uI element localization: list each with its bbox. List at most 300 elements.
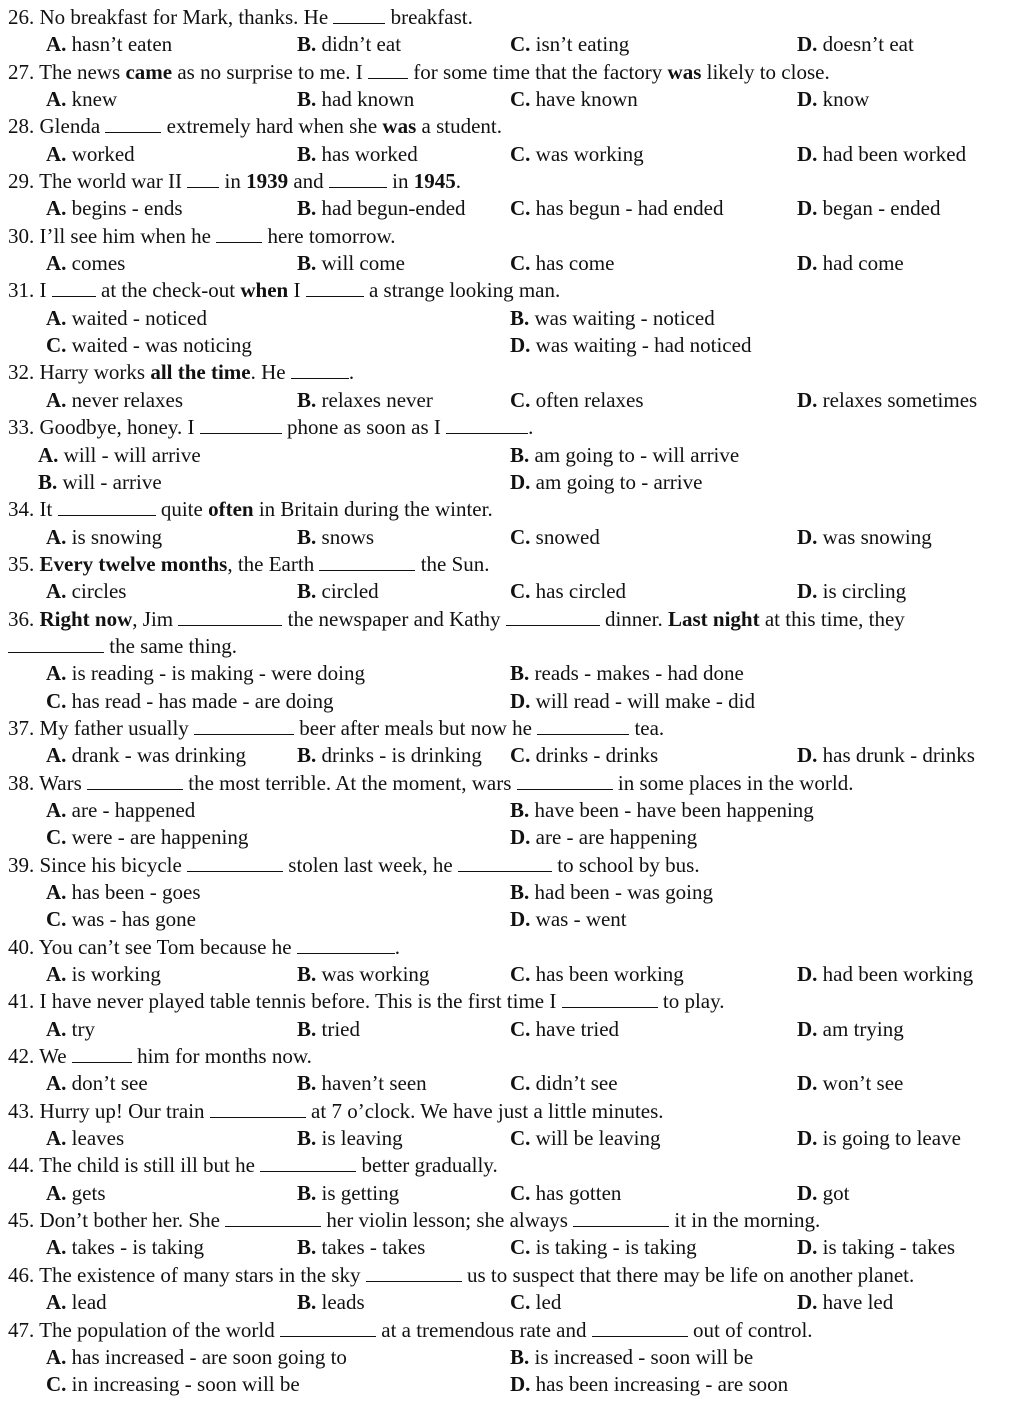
option-letter: C. — [510, 962, 531, 987]
option-text: am going to - arrive — [530, 469, 703, 494]
option-letter: A. — [46, 32, 67, 57]
answer-blank — [368, 60, 408, 79]
question-45 — [0, 1207, 1024, 1262]
stem-text: the newspaper and Kathy — [282, 606, 506, 631]
question-31 — [0, 277, 1024, 359]
option-letter: C. — [510, 387, 531, 412]
stem-text: to school by bus. — [552, 852, 700, 877]
stem-text: The population of the world — [39, 1317, 280, 1342]
option-text: had been working — [817, 962, 974, 987]
stem-text: dinner. — [599, 606, 668, 631]
emphasis-text: 1939 — [246, 169, 289, 194]
question-number: 29. — [8, 169, 40, 194]
question-stem — [0, 1262, 1024, 1289]
option-b — [297, 1289, 365, 1316]
stem-text: in — [386, 169, 414, 194]
stem-text: Goodbye, honey. I — [39, 415, 200, 440]
option-a — [46, 250, 125, 277]
stem-text: at a tremendous rate and — [376, 1317, 592, 1342]
option-letter: C. — [510, 1016, 531, 1041]
option-letter: D. — [510, 469, 531, 494]
question-number: 47. — [8, 1317, 40, 1342]
option-a — [46, 1344, 347, 1371]
option-b — [297, 31, 401, 58]
stem-text: the same thing. — [104, 633, 237, 658]
option-letter: C. — [510, 1290, 531, 1315]
stem-text: at this time, they — [759, 606, 905, 631]
option-letter: B. — [510, 661, 530, 686]
option-letter: A. — [46, 87, 67, 112]
option-row — [0, 86, 1024, 113]
option-a — [46, 1070, 148, 1097]
option-row — [0, 1289, 1024, 1316]
stem-text: , the Earth — [227, 551, 320, 576]
option-text: is taking - is taking — [530, 1235, 697, 1260]
option-text: takes - is taking — [66, 1235, 205, 1260]
answer-blank — [194, 716, 294, 735]
question-stem — [0, 715, 1024, 742]
option-b — [510, 1344, 753, 1371]
option-row — [0, 1371, 1024, 1398]
option-d — [797, 1070, 903, 1097]
option-text: in increasing - soon will be — [66, 1372, 300, 1397]
option-c — [510, 250, 614, 277]
question-number: 28. — [8, 114, 40, 139]
question-number: 39. — [8, 852, 40, 877]
answer-blank — [517, 771, 613, 790]
option-text: has circled — [530, 579, 627, 604]
emphasis-text: Every twelve months — [39, 551, 228, 576]
option-d — [510, 332, 751, 359]
option-text: have been - have been happening — [529, 797, 814, 822]
question-stem — [0, 223, 1024, 250]
question-number: 32. — [8, 360, 40, 385]
stem-text: . — [394, 934, 401, 959]
option-letter: C. — [510, 87, 531, 112]
option-letter: C. — [510, 251, 531, 276]
question-stem — [0, 414, 1024, 441]
option-c — [510, 961, 684, 988]
option-letter: A. — [46, 661, 67, 686]
question-number: 35. — [8, 551, 40, 576]
option-text: am going to - will arrive — [529, 442, 740, 467]
option-row — [0, 469, 1024, 496]
option-text: will be leaving — [530, 1126, 661, 1151]
question-stem — [0, 168, 1024, 195]
option-letter: A. — [46, 797, 67, 822]
question-stem — [0, 359, 1024, 386]
option-a — [46, 305, 207, 332]
option-letter: A. — [46, 387, 67, 412]
emphasis-text: all the time — [150, 360, 251, 385]
answer-blank — [178, 607, 282, 626]
option-c — [510, 524, 600, 551]
option-text: knew — [66, 87, 118, 112]
option-b — [510, 442, 739, 469]
option-c — [46, 906, 196, 933]
option-letter: D. — [797, 32, 818, 57]
option-letter: B. — [297, 524, 317, 549]
option-text: haven’t seen — [316, 1071, 427, 1096]
option-row — [0, 524, 1024, 551]
option-letter: A. — [38, 442, 59, 467]
question-stem — [0, 113, 1024, 140]
stem-text: it in the morning. — [669, 1208, 821, 1233]
option-a — [46, 31, 172, 58]
stem-text: for some time that the factory — [408, 59, 668, 84]
question-number: 33. — [8, 415, 40, 440]
option-b — [510, 660, 744, 687]
stem-text: The news — [39, 59, 126, 84]
question-stem — [0, 606, 1024, 633]
option-text: leads — [316, 1290, 365, 1315]
option-letter: D. — [797, 141, 818, 166]
option-text: had known — [316, 87, 415, 112]
option-d — [797, 31, 914, 58]
option-row — [0, 879, 1024, 906]
stem-text: here tomorrow. — [262, 223, 396, 248]
option-row — [0, 906, 1024, 933]
option-text: was waiting - had noticed — [530, 333, 752, 358]
question-42 — [0, 1043, 1024, 1098]
option-row — [0, 742, 1024, 769]
stem-text: We — [39, 1044, 72, 1069]
option-letter: A. — [46, 1016, 67, 1041]
answer-blank — [8, 634, 104, 653]
emphasis-text: often — [208, 497, 254, 522]
option-d — [797, 961, 973, 988]
option-letter: B. — [297, 743, 317, 768]
option-letter: C. — [46, 688, 67, 713]
stem-text: , Jim — [132, 606, 179, 631]
option-letter: D. — [797, 87, 818, 112]
option-d — [510, 469, 702, 496]
question-33 — [0, 414, 1024, 496]
option-text: didn’t eat — [316, 32, 402, 57]
question-stem — [0, 59, 1024, 86]
option-row — [0, 387, 1024, 414]
option-text: are - happened — [66, 797, 196, 822]
option-a — [38, 442, 201, 469]
option-b — [297, 141, 418, 168]
option-text: was - went — [530, 907, 627, 932]
option-b — [297, 387, 433, 414]
answer-blank — [306, 278, 364, 297]
stem-text: in some places in the world. — [612, 770, 854, 795]
option-text: hasn’t eaten — [66, 32, 173, 57]
option-text: led — [530, 1290, 562, 1315]
question-47 — [0, 1317, 1024, 1399]
option-b — [297, 1180, 399, 1207]
question-number: 38. — [8, 770, 40, 795]
stem-text: Harry works — [39, 360, 151, 385]
option-text: takes - takes — [316, 1235, 426, 1260]
option-row — [0, 305, 1024, 332]
stem-text: us to suspect that there may be life on another planet. — [461, 1262, 915, 1287]
option-d — [510, 688, 755, 715]
stem-text: and — [288, 169, 329, 194]
option-letter: D. — [797, 1126, 818, 1151]
option-text: snows — [316, 524, 375, 549]
question-number: 26. — [8, 5, 40, 29]
stem-text: I — [39, 278, 52, 303]
option-c — [510, 1125, 660, 1152]
option-c — [510, 1180, 621, 1207]
option-row — [0, 195, 1024, 222]
option-letter: C. — [46, 333, 67, 358]
option-c — [510, 1070, 618, 1097]
stem-text: The child is still ill but he — [39, 1153, 261, 1178]
option-b — [510, 305, 715, 332]
question-26 — [0, 4, 1024, 59]
option-row — [0, 1125, 1024, 1152]
question-stem — [0, 852, 1024, 879]
answer-blank — [506, 607, 600, 626]
stem-text: . — [528, 415, 534, 440]
option-text: waited - noticed — [66, 305, 207, 330]
option-text: will read - will make - did — [530, 688, 755, 713]
option-letter: B. — [297, 32, 317, 57]
option-letter: B. — [510, 305, 530, 330]
option-letter: A. — [46, 579, 67, 604]
question-number: 30. — [8, 223, 40, 248]
option-text: was waiting - noticed — [529, 305, 715, 330]
option-c — [46, 824, 248, 851]
option-text: had been worked — [817, 141, 967, 166]
option-letter: C. — [510, 1235, 531, 1260]
option-d — [510, 824, 697, 851]
question-stem — [0, 1207, 1024, 1234]
option-letter: A. — [46, 1344, 67, 1369]
stem-text: in Britain during the winter. — [253, 497, 493, 522]
option-b — [297, 86, 414, 113]
option-text: got — [817, 1180, 850, 1205]
option-b — [297, 1016, 360, 1043]
option-text: has come — [530, 251, 615, 276]
option-letter: B. — [297, 1180, 317, 1205]
option-a — [46, 1234, 204, 1261]
answer-blank — [200, 415, 282, 434]
answer-blank — [260, 1153, 356, 1172]
option-text: has gotten — [530, 1180, 622, 1205]
option-text: had come — [817, 251, 904, 276]
stem-text: likely to close. — [701, 59, 830, 84]
option-a — [46, 961, 161, 988]
option-text: leaves — [66, 1126, 125, 1151]
stem-text: her violin lesson; she always — [321, 1208, 574, 1233]
option-letter: C. — [46, 907, 67, 932]
answer-blank — [72, 1044, 132, 1063]
answer-blank — [105, 114, 161, 133]
answer-blank — [225, 1208, 321, 1227]
stem-text: a strange looking man. — [363, 278, 561, 303]
stem-text: extremely hard when she — [161, 114, 383, 139]
question-number: 31. — [8, 278, 40, 303]
question-stem — [0, 988, 1024, 1015]
option-letter: A. — [46, 1126, 67, 1151]
option-letter: B. — [510, 797, 530, 822]
option-text: is leaving — [316, 1126, 403, 1151]
option-text: were - are happening — [66, 825, 249, 850]
option-text: lead — [66, 1290, 107, 1315]
stem-text: breakfast. — [385, 5, 473, 29]
option-letter: B. — [510, 880, 530, 904]
option-d — [797, 195, 940, 222]
option-text: had begun-ended — [316, 196, 466, 221]
option-a — [46, 742, 246, 769]
option-row — [0, 660, 1024, 687]
option-text: begins - ends — [66, 196, 183, 221]
option-letter: D. — [797, 1071, 818, 1096]
option-text: is getting — [316, 1180, 400, 1205]
option-letter: B. — [297, 1016, 317, 1041]
option-letter: C. — [510, 1126, 531, 1151]
option-letter: B. — [38, 469, 58, 494]
option-letter: C. — [46, 825, 67, 850]
option-row — [0, 1180, 1024, 1207]
option-b — [510, 879, 713, 906]
option-text: don’t see — [66, 1071, 148, 1096]
option-row — [0, 31, 1024, 58]
option-letter: C. — [510, 32, 531, 57]
option-letter: D. — [797, 579, 818, 604]
stem-text: phone as soon as I — [281, 415, 447, 440]
option-text: are - are happening — [530, 825, 698, 850]
option-a — [46, 1125, 124, 1152]
answer-blank — [537, 716, 629, 735]
option-a — [46, 1180, 106, 1207]
option-row — [0, 1070, 1024, 1097]
question-stem — [0, 551, 1024, 578]
option-letter: A. — [46, 1180, 67, 1205]
question-36 — [0, 606, 1024, 715]
stem-text: tea. — [629, 715, 665, 740]
option-a — [46, 578, 126, 605]
answer-blank — [291, 360, 349, 379]
option-text: will come — [316, 251, 405, 276]
option-row — [0, 688, 1024, 715]
option-b — [297, 742, 482, 769]
question-37 — [0, 715, 1024, 770]
option-letter: B. — [297, 1126, 317, 1151]
question-number: 40. — [8, 934, 39, 959]
option-b — [297, 1234, 425, 1261]
option-text: isn’t eating — [530, 32, 630, 57]
question-41 — [0, 988, 1024, 1043]
option-text: is snowing — [66, 524, 163, 549]
question-number: 44. — [8, 1153, 40, 1178]
emphasis-text: 1945 — [413, 169, 456, 194]
option-a — [46, 524, 162, 551]
option-letter: A. — [46, 1071, 67, 1096]
option-text: tried — [316, 1016, 360, 1041]
option-text: doesn’t eat — [817, 32, 914, 57]
emphasis-text: was — [667, 59, 702, 84]
option-c — [46, 688, 333, 715]
answer-blank — [573, 1208, 669, 1227]
answer-blank — [592, 1318, 688, 1337]
option-text: have known — [530, 87, 638, 112]
stem-text: as no surprise to me. I — [172, 59, 369, 84]
option-letter: C. — [510, 1071, 531, 1096]
stem-text: the Sun. — [415, 551, 490, 576]
emphasis-text: Last night — [667, 606, 760, 631]
emphasis-text: came — [125, 59, 173, 84]
option-d — [797, 86, 869, 113]
answer-blank — [187, 169, 219, 188]
option-letter: B. — [297, 387, 317, 412]
option-b — [297, 250, 405, 277]
option-text: is going to leave — [817, 1126, 961, 1151]
option-d — [797, 1289, 893, 1316]
option-row — [0, 578, 1024, 605]
option-d — [797, 742, 975, 769]
option-a — [46, 387, 183, 414]
option-text: has begun - had ended — [530, 196, 724, 221]
option-letter: C. — [510, 196, 531, 221]
question-46 — [0, 1262, 1024, 1317]
question-stem — [0, 1043, 1024, 1070]
option-b — [297, 524, 374, 551]
stem-text: I’ll see him when he — [39, 223, 217, 248]
question-stem — [0, 1152, 1024, 1179]
option-a — [46, 797, 195, 824]
question-stem — [0, 1317, 1024, 1344]
option-text: is working — [66, 962, 161, 987]
emphasis-text: Right now — [39, 606, 133, 631]
answer-blank — [187, 853, 283, 872]
answer-blank — [446, 415, 528, 434]
option-letter: C. — [510, 141, 531, 166]
option-a — [46, 660, 365, 687]
option-a — [46, 879, 201, 906]
option-letter: D. — [510, 825, 531, 850]
stem-text: . — [455, 169, 461, 194]
option-text: have led — [817, 1290, 894, 1315]
option-text: is reading - is making - were doing — [66, 661, 366, 686]
stem-text: . He — [250, 360, 291, 385]
stem-text: Since his bicycle — [39, 852, 188, 877]
option-text: has worked — [316, 141, 418, 166]
option-text: began - ended — [817, 196, 941, 221]
question-stem-continued — [0, 633, 1024, 660]
option-text: has been increasing - are soon — [530, 1372, 789, 1397]
option-letter: B. — [297, 579, 317, 604]
stem-text: stolen last week, he — [283, 852, 458, 877]
option-letter: D. — [797, 1180, 818, 1205]
option-text: is circling — [817, 579, 907, 604]
question-34 — [0, 496, 1024, 551]
option-text: has drunk - drinks — [817, 743, 975, 768]
option-text: try — [66, 1016, 95, 1041]
option-letter: B. — [297, 196, 317, 221]
option-letter: D. — [797, 196, 818, 221]
answer-blank — [87, 771, 183, 790]
option-text: know — [817, 87, 870, 112]
stem-text: better gradually. — [356, 1153, 498, 1178]
question-40 — [0, 934, 1024, 989]
answer-blank — [210, 1099, 306, 1118]
option-text: never relaxes — [66, 387, 184, 412]
option-letter: A. — [46, 196, 67, 221]
option-c — [510, 141, 644, 168]
option-row — [0, 797, 1024, 824]
option-c — [510, 31, 629, 58]
option-a — [46, 1289, 107, 1316]
stem-text: to play. — [657, 989, 725, 1014]
option-text: was snowing — [817, 524, 932, 549]
stem-text: Don’t bother her. She — [39, 1208, 226, 1233]
